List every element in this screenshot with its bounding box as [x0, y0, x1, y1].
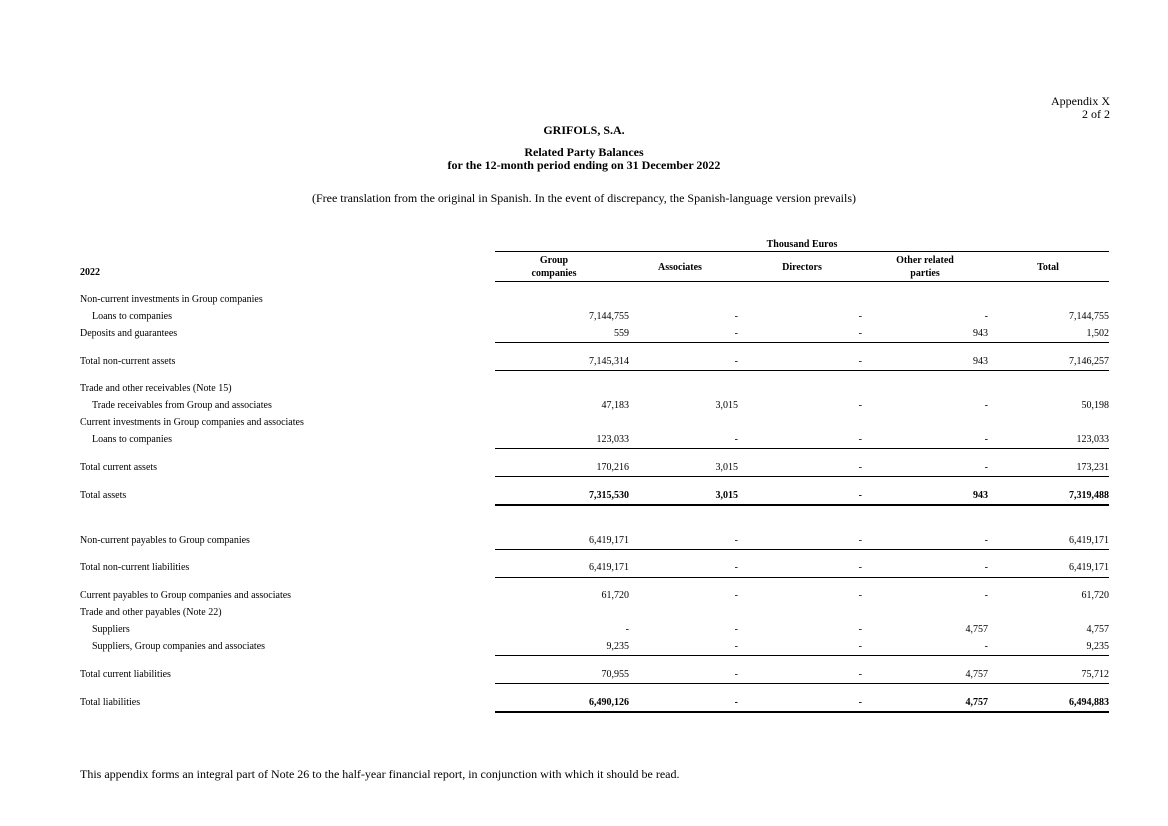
col-header-line: Total: [1037, 262, 1059, 273]
cell-group-companies: 6,490,126: [589, 697, 629, 708]
cell-associates: -: [734, 311, 738, 322]
cell-other-related: 943: [973, 490, 988, 501]
row-label: Loans to companies: [92, 311, 172, 322]
grand-total-rule: [495, 504, 1109, 506]
cell-other-related: 4,757: [965, 697, 988, 708]
cell-other-related: 4,757: [965, 669, 988, 680]
year-label: 2022: [80, 267, 100, 278]
cell-associates: -: [734, 669, 738, 680]
company-name: GRIFOLS, S.A.: [543, 123, 625, 137]
row-label: Trade and other payables (Note 22): [80, 607, 222, 618]
cell-directors: -: [858, 641, 862, 652]
subtotal-rule: [495, 342, 1109, 343]
col-header-group-companies: [509, 254, 599, 280]
cell-other-related: 943: [973, 356, 988, 367]
cell-total: 173,231: [1076, 462, 1109, 473]
cell-total: 6,419,171: [1069, 535, 1109, 546]
cell-other-related: -: [984, 562, 988, 573]
cell-total: 7,146,257: [1069, 356, 1109, 367]
table-row: [0, 590, 1168, 604]
report-title: [0, 146, 1168, 172]
col-header-line: Other related: [896, 255, 954, 266]
cell-other-related: -: [984, 434, 988, 445]
cell-total: 7,144,755: [1069, 311, 1109, 322]
cell-associates: -: [734, 641, 738, 652]
cell-total: 50,198: [1081, 400, 1109, 411]
grand-total-rule: [495, 711, 1109, 713]
cell-total: 1,502: [1086, 328, 1109, 339]
col-header-directors: [752, 261, 852, 274]
row-label: Non-current payables to Group companies: [80, 535, 250, 546]
table-row: [0, 328, 1168, 342]
cell-directors: -: [858, 328, 862, 339]
col-header-other-related-parties: [875, 254, 975, 280]
table-row: [0, 434, 1168, 448]
table-row: [0, 417, 1168, 431]
table-row-grand-total: [0, 697, 1168, 711]
cell-directors: -: [858, 356, 862, 367]
table-row: [0, 624, 1168, 638]
table-row: [0, 562, 1168, 576]
cell-group-companies: 70,955: [601, 669, 629, 680]
cell-total: 6,419,171: [1069, 562, 1109, 573]
cell-other-related: -: [984, 641, 988, 652]
row-label: Total assets: [80, 490, 127, 501]
cell-total: 123,033: [1076, 434, 1109, 445]
cell-directors: -: [858, 562, 862, 573]
table-row: [0, 356, 1168, 370]
row-label: Current payables to Group companies and associates: [80, 590, 292, 601]
total-rule: [495, 370, 1109, 371]
total-rule: [495, 476, 1109, 477]
table-row: [0, 669, 1168, 683]
cell-associates: 3,015: [715, 490, 738, 501]
cell-total: 7,319,488: [1069, 490, 1109, 501]
cell-directors: -: [858, 590, 862, 601]
cell-group-companies: -: [625, 624, 629, 635]
cell-other-related: 943: [973, 328, 988, 339]
cell-group-companies: 170,216: [596, 462, 629, 473]
cell-group-companies: 6,419,171: [589, 562, 629, 573]
appendix-page: 2 of 2: [1082, 107, 1110, 121]
table-row: [0, 311, 1168, 325]
col-header-total: [998, 261, 1098, 274]
cell-total: 6,494,883: [1069, 697, 1109, 708]
total-rule: [495, 683, 1109, 684]
cell-group-companies: 559: [614, 328, 629, 339]
cell-associates: -: [734, 562, 738, 573]
col-header-line: Associates: [658, 262, 702, 273]
cell-other-related: -: [984, 535, 988, 546]
cell-associates: -: [734, 624, 738, 635]
table-row: [0, 400, 1168, 414]
cell-total: 4,757: [1086, 624, 1109, 635]
footer-note: This appendix forms an integral part of Note 26 to the half-year financial report, in conjunction with which it should be read.: [80, 767, 680, 781]
row-label: Current investments in Group companies and associates: [80, 417, 304, 428]
table-row: [0, 607, 1168, 621]
col-header-line: Directors: [782, 262, 822, 273]
row-label: Total liabilities: [80, 697, 141, 708]
cell-other-related: -: [984, 590, 988, 601]
cell-associates: -: [734, 697, 738, 708]
subtotal-rule: [495, 655, 1109, 656]
subtotal-rule: [495, 448, 1109, 449]
row-label: Total non-current assets: [80, 356, 176, 367]
appendix-number: Appendix X: [1051, 94, 1110, 108]
cell-total: 75,712: [1081, 669, 1109, 680]
row-label: Trade and other receivables (Note 15): [80, 383, 232, 394]
cell-directors: -: [858, 624, 862, 635]
cell-directors: -: [858, 535, 862, 546]
cell-other-related: -: [984, 462, 988, 473]
total-rule: [495, 577, 1109, 578]
table-row: [0, 294, 1168, 308]
cell-directors: -: [858, 400, 862, 411]
cell-associates: -: [734, 590, 738, 601]
row-label: Total current liabilities: [80, 669, 171, 680]
period-line: for the 12-month period ending on 31 December 2022: [447, 158, 721, 172]
cell-associates: -: [734, 434, 738, 445]
cell-associates: -: [734, 328, 738, 339]
appendix-label: [1051, 95, 1110, 121]
cell-directors: -: [858, 490, 862, 501]
cell-group-companies: 123,033: [596, 434, 629, 445]
table-row: [0, 641, 1168, 655]
cell-other-related: -: [984, 311, 988, 322]
title-line: Related Party Balances: [524, 145, 644, 159]
cell-directors: -: [858, 697, 862, 708]
cell-directors: -: [858, 462, 862, 473]
cell-total: 61,720: [1081, 590, 1109, 601]
cell-group-companies: 7,315,530: [589, 490, 629, 501]
table-row: [0, 535, 1168, 549]
cell-directors: -: [858, 311, 862, 322]
row-label: Suppliers: [92, 624, 130, 635]
subtotal-rule: [495, 549, 1109, 550]
units-rule: [495, 251, 1109, 252]
cell-associates: -: [734, 356, 738, 367]
row-label: Loans to companies: [92, 434, 172, 445]
cell-group-companies: 61,720: [601, 590, 629, 601]
cell-associates: 3,015: [715, 400, 738, 411]
units-header: Thousand Euros: [766, 239, 838, 250]
col-header-associates: [630, 261, 730, 274]
row-label: Trade receivables from Group and associates: [92, 400, 272, 411]
cell-group-companies: 6,419,171: [589, 535, 629, 546]
cell-group-companies: 47,183: [601, 400, 629, 411]
cell-total: 9,235: [1086, 641, 1109, 652]
row-label: Total current assets: [80, 462, 158, 473]
row-label: Deposits and guarantees: [80, 328, 178, 339]
cell-directors: -: [858, 434, 862, 445]
cell-group-companies: 7,144,755: [589, 311, 629, 322]
cell-other-related: 4,757: [965, 624, 988, 635]
row-label: Non-current investments in Group companies: [80, 294, 263, 305]
header-rule: [495, 281, 1109, 282]
table-row-grand-total: [0, 490, 1168, 504]
col-header-line: companies: [531, 268, 577, 279]
row-label: Total non-current liabilities: [80, 562, 190, 573]
cell-group-companies: 7,145,314: [589, 356, 629, 367]
row-label: Suppliers, Group companies and associates: [92, 641, 266, 652]
table-row: [0, 383, 1168, 397]
cell-associates: -: [734, 535, 738, 546]
cell-group-companies: 9,235: [606, 641, 629, 652]
translation-note: (Free translation from the original in Spanish. In the event of discrepancy, the Spanish-language version prevails): [311, 191, 857, 205]
cell-other-related: -: [984, 400, 988, 411]
table-row: [0, 462, 1168, 476]
cell-directors: -: [858, 669, 862, 680]
cell-associates: 3,015: [715, 462, 738, 473]
col-header-line: parties: [910, 268, 940, 279]
col-header-line: Group: [539, 255, 569, 266]
